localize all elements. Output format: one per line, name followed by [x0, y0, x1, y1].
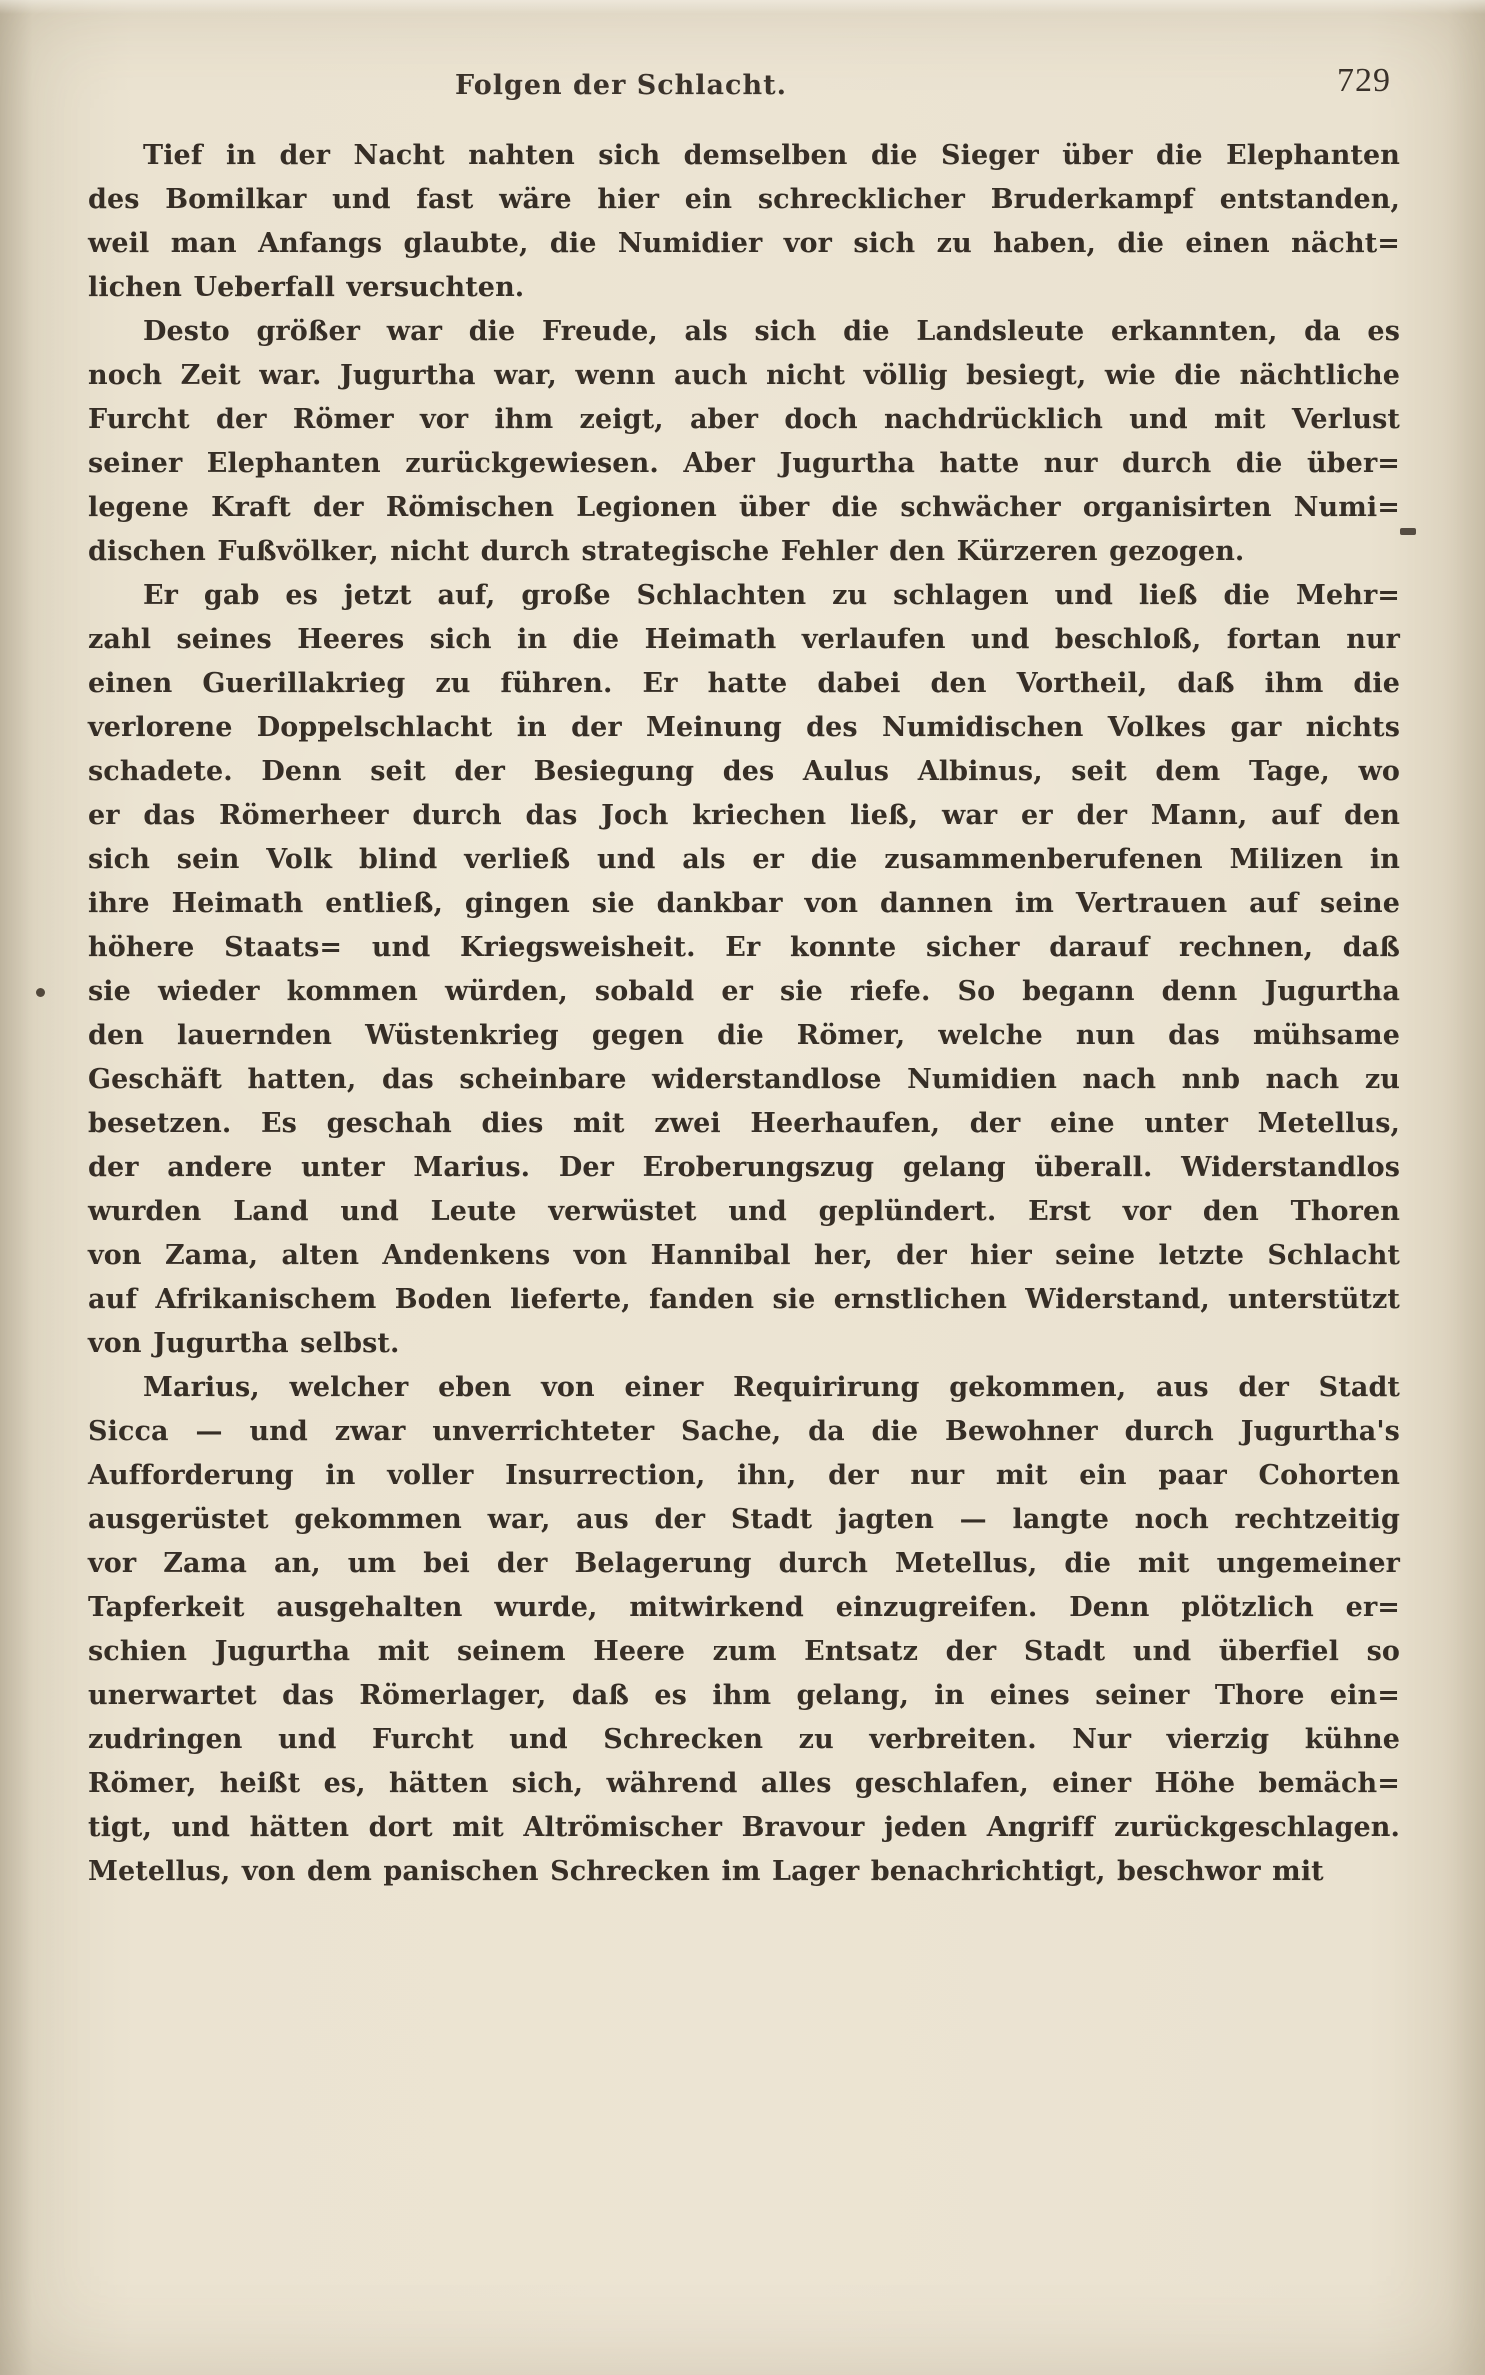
text-line: unerwartet das Römerlager, daß es ihm gelang, in eines seiner Thore ein=	[88, 1680, 1400, 1711]
text-line: zahl seines Heeres sich in die Heimath verlaufen und beschloß, fortan nur	[88, 624, 1400, 655]
text-line: Metellus, von dem panischen Schrecken im Lager benachrichtigt, beschwor mit	[88, 1856, 1324, 1887]
ink-mark-right-margin	[1400, 528, 1416, 535]
paragraph	[88, 310, 1400, 574]
text-line: Römer, heißt es, hätten sich, während alles geschlafen, einer Höhe bemäch=	[88, 1768, 1400, 1799]
text-line: Er gab es jetzt auf, große Schlachten zu schlagen und ließ die Mehr=	[143, 580, 1400, 611]
text-line: sie wieder kommen würden, sobald er sie riefe. So begann denn Jugurtha	[88, 976, 1400, 1007]
page-number: 729	[1337, 62, 1391, 99]
text-line: ihre Heimath entließ, gingen sie dankbar von dannen im Vertrauen auf seine	[88, 888, 1400, 919]
text-line: einen Guerillakrieg zu führen. Er hatte dabei den Vortheil, daß ihm die	[88, 668, 1400, 699]
text-line: des Bomilkar und fast wäre hier ein schrecklicher Bruderkampf entstanden,	[88, 184, 1400, 215]
text-line: auf Afrikanischem Boden lieferte, fanden sie ernstlichen Widerstand, unterstützt	[88, 1284, 1400, 1315]
text-line: Aufforderung in voller Insurrection, ihn, der nur mit ein paar Cohorten	[88, 1460, 1400, 1491]
text-line: seiner Elephanten zurückgewiesen. Aber Jugurtha hatte nur durch die über=	[88, 448, 1400, 479]
paragraph	[88, 1366, 1400, 1894]
text-line: legene Kraft der Römischen Legionen über die schwächer organisirten Numi=	[88, 492, 1400, 523]
text-line: von Jugurtha selbst.	[88, 1328, 400, 1359]
text-line: Tief in der Nacht nahten sich demselben die Sieger über die Elephanten	[143, 140, 1400, 171]
text-line: Sicca — und zwar unverrichteter Sache, da die Bewohner durch Jugurtha's	[88, 1416, 1400, 1447]
text-line: besetzen. Es geschah dies mit zwei Heerhaufen, der eine unter Metellus,	[88, 1108, 1400, 1139]
ink-spot-left-margin	[36, 988, 45, 997]
text-line: ausgerüstet gekommen war, aus der Stadt jagten — langte noch rechtzeitig	[88, 1504, 1400, 1535]
text-line: den lauernden Wüstenkrieg gegen die Römer, welche nun das mühsame	[88, 1020, 1400, 1051]
text-line: zudringen und Furcht und Schrecken zu verbreiten. Nur vierzig kühne	[88, 1724, 1400, 1755]
text-line: lichen Ueberfall versuchten.	[88, 272, 525, 303]
text-line: er das Römerheer durch das Joch kriechen ließ, war er der Mann, auf den	[88, 800, 1400, 831]
text-line: Marius, welcher eben von einer Requirirung gekommen, aus der Stadt	[143, 1372, 1400, 1403]
page-header	[0, 60, 1485, 110]
text-line: schien Jugurtha mit seinem Heere zum Entsatz der Stadt und überfiel so	[88, 1636, 1400, 1667]
text-line: vor Zama an, um bei der Belagerung durch Metellus, die mit ungemeiner	[88, 1548, 1400, 1579]
text-line: Desto größer war die Freude, als sich die Landsleute erkannten, da es	[143, 316, 1400, 347]
text-line: sich sein Volk blind verließ und als er die zusammenberufenen Milizen in	[88, 844, 1400, 875]
text-line: wurden Land und Leute verwüstet und geplündert. Erst vor den Thoren	[88, 1196, 1400, 1227]
paragraph	[88, 134, 1400, 310]
running-title: Folgen der Schlacht.	[455, 70, 787, 101]
text-line: weil man Anfangs glaubte, die Numidier vor sich zu haben, die einen nächt=	[88, 228, 1400, 259]
text-line: schadete. Denn seit der Besiegung des Aulus Albinus, seit dem Tage, wo	[88, 756, 1400, 787]
text-line: Tapferkeit ausgehalten wurde, mitwirkend einzugreifen. Denn plötzlich er=	[88, 1592, 1400, 1623]
text-line: dischen Fußvölker, nicht durch strategische Fehler den Kürzeren gezogen.	[88, 536, 1245, 567]
text-line: der andere unter Marius. Der Eroberungszug gelang überall. Widerstandlos	[88, 1152, 1400, 1183]
text-line: von Zama, alten Andenkens von Hannibal her, der hier seine letzte Schlacht	[88, 1240, 1400, 1271]
text-line: tigt, und hätten dort mit Altrömischer Bravour jeden Angriff zurückgeschlagen.	[88, 1812, 1400, 1843]
paragraph	[88, 574, 1400, 1366]
text-line: höhere Staats= und Kriegsweisheit. Er konnte sicher darauf rechnen, daß	[88, 932, 1400, 963]
text-line: verlorene Doppelschlacht in der Meinung des Numidischen Volkes gar nichts	[88, 712, 1400, 743]
text-line: noch Zeit war. Jugurtha war, wenn auch nicht völlig besiegt, wie die nächtliche	[88, 360, 1400, 391]
text-line: Furcht der Römer vor ihm zeigt, aber doch nachdrücklich und mit Verlust	[88, 404, 1400, 435]
text-line: Geschäft hatten, das scheinbare widerstandlose Numidien nach nnb nach zu	[88, 1064, 1400, 1095]
page-text	[88, 134, 1400, 1894]
